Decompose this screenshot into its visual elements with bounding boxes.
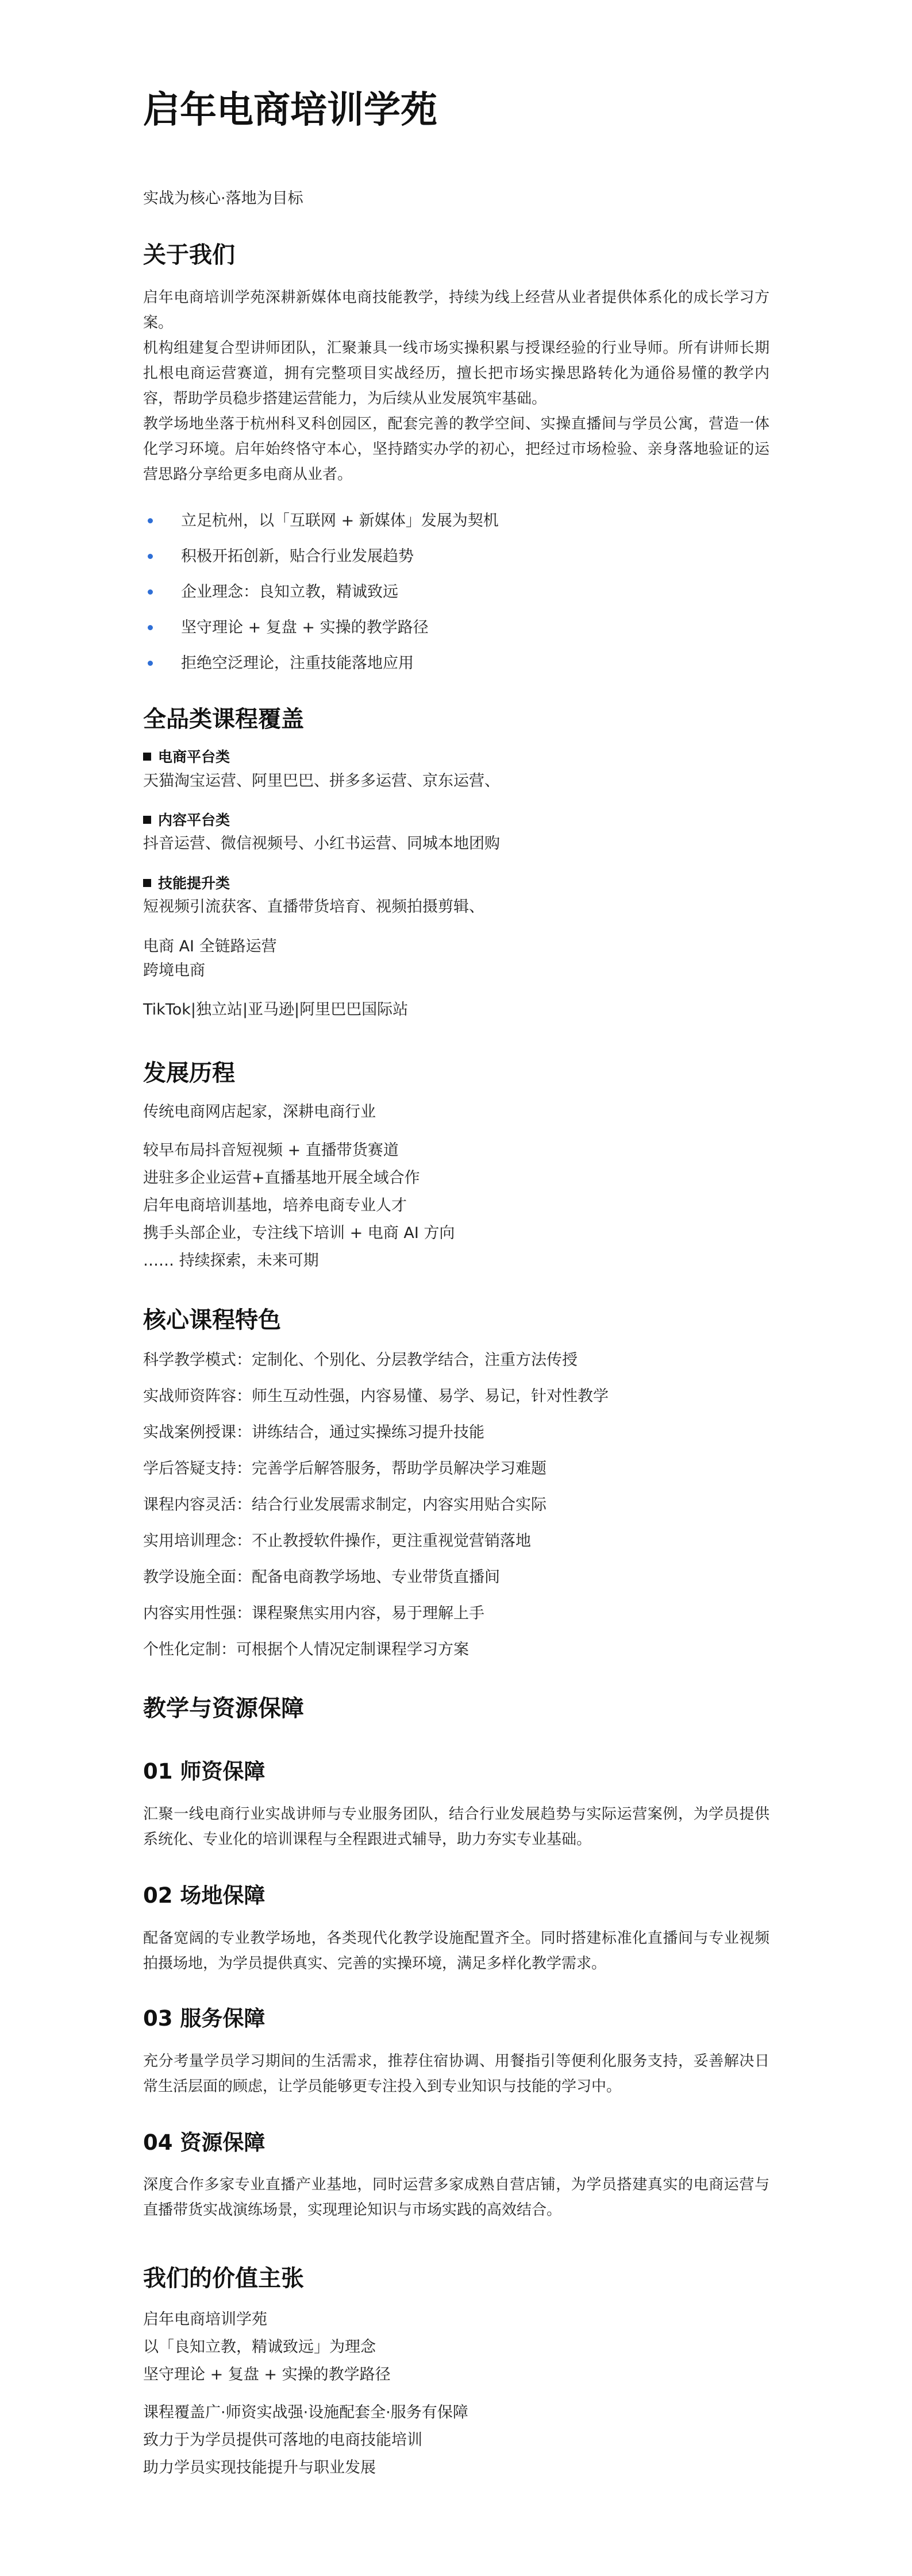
course-extra-2: 跨境电商 <box>143 962 205 980</box>
course-category-ecommerce: 电商平台类 <box>143 746 230 769</box>
history-line-6: …… 持续探索，未来可期 <box>143 1252 319 1270</box>
value-line-5: 致力于为学员提供可落地的电商技能培训 <box>143 2431 422 2449</box>
history-line-5: 携手头部企业，专注线下培训 + 电商 AI 方向 <box>143 1224 455 1242</box>
value-line-2: 以「良知立教，精诚致远」为理念 <box>143 2338 376 2356</box>
bullet-dot-icon <box>148 518 153 523</box>
guarantee-section-1-title: 01 师资保障 <box>143 1759 265 1784</box>
feature-line-9: 个性化定制：可根据个人情况定制课程学习方案 <box>143 1641 469 1659</box>
history-heading: 发展历程 <box>143 1060 235 1086</box>
bullet-dot-icon <box>148 661 153 666</box>
course-category-skills-items: 短视频引流获客、直播带货培育、视频拍摄剪辑、 <box>143 898 484 916</box>
bullet-dot-icon <box>148 589 153 595</box>
course-category-content: 内容平台类 <box>143 809 230 832</box>
bullet-dot-icon <box>148 625 153 630</box>
page-subtitle: 实战为核心·落地为目标 <box>143 190 303 207</box>
guarantee-section-2-title: 02 场地保障 <box>143 1883 265 1908</box>
course-category-content-items: 抖音运营、微信视频号、小红书运营、同城本地团购 <box>143 835 500 853</box>
feature-line-8: 内容实用性强：课程聚焦实用内容，易于理解上手 <box>143 1605 484 1622</box>
value-line-4: 课程覆盖广·师资实战强·设施配套全·服务有保障 <box>143 2404 468 2421</box>
guarantee-heading: 教学与资源保障 <box>143 1695 304 1722</box>
course-extra-3: TikTok|独立站|亚马逊|阿里巴巴国际站 <box>143 1001 409 1019</box>
about-heading: 关于我们 <box>143 242 235 268</box>
course-extra-1: 电商 AI 全链路运营 <box>143 938 277 955</box>
feature-line-4: 学后答疑支持：完善学后解答服务，帮助学员解决学习难题 <box>143 1460 547 1478</box>
guarantee-section-2-text: 配备宽阔的专业教学场地，各类现代化教学设施配置齐全。同时搭建标准化直播间与专业视频拍摄场地，为学员提供真实、完善的实操环境，满足多样化教学需求。 <box>143 1930 769 1972</box>
page-title: 启年电商培训学苑 <box>143 89 437 132</box>
value-heading: 我们的价值主张 <box>143 2265 304 2292</box>
features-heading: 核心课程特色 <box>143 1307 281 1333</box>
value-line-6: 助力学员实现技能提升与职业发展 <box>143 2459 376 2477</box>
value-line-1: 启年电商培训学苑 <box>143 2311 267 2328</box>
page: 启年电商培训学苑 实战为核心·落地为目标 关于我们 启年电商培训学苑深耕新媒体电商技能教学，持续为线上经营从业者提供体系化的成长学习方案。 机构组建复合型讲师团队，汇聚兼具一线市场实操积累与授课经验的行业导师。所有讲师长期扎根电商运营赛道，拥有完整项目实战经历，擅长把市场实操思路转化为通俗易懂的教学内容，帮助学员稳步搭建运营能力，为后续从业发展筑牢基础。 教学场地坐落于杭州科叉科创园区，配套完善的教学空间、实操直播间与学员公寓，营造一体化学习环境。启年始终恪守本心，坚持踏实办学的初心，把经过市场检验、亲身落地验证的运营思路分享给更多电商从业者。 立足杭州，以「互联网 + 新媒体」发展为契机 积极开拓创新，贴合行业发展趋势 企业理念：良知立教，精诚致远 坚守理论 + 复盘 + 实操的教学路径 拒绝空泛理论，注重技能落地应用 全品类课程覆盖 电商平台类 天猫淘宝运营、阿里巴巴、拼多多运营、京东运营、 内容平台类 抖音运营、微信视频号、小红书运营、同城本地团购 技能提升类 短视频引流获客、直播带货培育、视频拍摄剪辑、 电商 AI 全链路运营 跨境电商 TikTok|独立站|亚马逊|阿里巴巴国际站 发展历程 传统电商网店起家，深耕电商行业 较早布局抖音短视频 + 直播带货赛道 进驻多企业运营+直播基地开展全域合作 启年电商培训基地，培养电商专业人才 携手头部企业，专注线下培训 + 电商 AI 方向 …… 持续探索，未来可期 核心课程特色 科学教学模式：定制化、个别化、分层教学结合，注重方法传授 实战师资阵容：师生互动性强，内容易懂、易学、易记，针对性教学 实战案例授课：讲练结合，通过实操练习提升技能 学后答疑支持：完善学后解答服务，帮助学员解决学习难题 课程内容灵活：结合行业发展需求制定，内容实用贴合实际 实用培训理念：不止教授软件操作，更注重视觉营销落地 教学设施全面：配备电商教学场地、专业带货直播间 内容实用性强：课程聚焦实用内容，易于理解上手 个性化定制：可根据个人情况定制课程学习方案 教学与资源保障 01 师资保障 汇聚一线电商行业实战讲师与专业服务团队，结合行业发展趋势与实际运营案例，为学员提供系统化、专业化的培训课程与全程跟进式辅导，助力夯实专业基础。 02 场地保障 配备宽阔的专业教学场地，各类现代化教学设施配置齐全。同时搭建标准化直播间与专业视频拍摄场地，为学员提供真实、完善的实操环境，满足多样化教学需求。 03 服务保障 充分考量学员学习期间的生活需求，推荐住宿协调、用餐指引等便利化服务支持，妥善解决日常生活层面的顾虑，让学员能够更专注投入到专业知识与技能的学习中。 04 资源保障 深度合作多家专业直播产业基地，同时运营多家成熟自营店铺，为学员搭建真实的电商运营与直播带货实战演练场景，实现理论知识与市场实践的高效结合。 我们的价值主张 启年电商培训学苑 以「良知立教，精诚致远」为理念 坚守理论 + 复盘 + 实操的教学路径 课程覆盖广·师资实战强·设施配套全·服务有保障 致力于为学员提供可落地的电商技能培训 助力学员实现技能提升与职业发展 <box>0 0 912 2576</box>
square-bullet-icon <box>143 879 151 887</box>
feature-line-2: 实战师资阵容：师生互动性强，内容易懂、易学、易记，针对性教学 <box>143 1387 609 1405</box>
square-bullet-icon <box>143 753 151 761</box>
value-line-3: 坚守理论 + 复盘 + 实操的教学路径 <box>143 2366 391 2384</box>
history-line-4: 启年电商培训基地，培养电商专业人才 <box>143 1197 407 1214</box>
history-line-3: 进驻多企业运营+直播基地开展全域合作 <box>143 1169 420 1187</box>
course-category-skills: 技能提升类 <box>143 872 230 895</box>
history-line-2: 较早布局抖音短视频 + 直播带货赛道 <box>143 1142 399 1159</box>
guarantee-section-4-title: 04 资源保障 <box>143 2130 265 2155</box>
feature-line-7: 教学设施全面：配备电商教学场地、专业带货直播间 <box>143 1568 500 1586</box>
about-paragraph-3: 教学场地坐落于杭州科叉科创园区，配套完善的教学空间、实操直播间与学员公寓，营造一体化学习环境。启年始终恪守本心，坚持踏实办学的初心，把经过市场检验、亲身落地验证的运营思路分享给更多电商从业者。 <box>143 415 769 483</box>
guarantee-section-4-text: 深度合作多家专业直播产业基地，同时运营多家成熟自营店铺，为学员搭建真实的电商运营与直播带货实战演练场景，实现理论知识与市场实践的高效结合。 <box>143 2176 769 2219</box>
feature-line-1: 科学教学模式：定制化、个别化、分层教学结合，注重方法传授 <box>143 1351 578 1369</box>
guarantee-section-3-title: 03 服务保障 <box>143 2006 265 2031</box>
feature-line-3: 实战案例授课：讲练结合，通过实操练习提升技能 <box>143 1424 484 1441</box>
guarantee-section-3-text: 充分考量学员学习期间的生活需求，推荐住宿协调、用餐指引等便利化服务支持，妥善解决日常生活层面的顾虑，让学员能够更专注投入到专业知识与技能的学习中。 <box>143 2053 769 2095</box>
square-bullet-icon <box>143 816 151 824</box>
about-paragraph-2: 机构组建复合型讲师团队，汇聚兼具一线市场实操积累与授课经验的行业导师。所有讲师长期扎根电商运营赛道，拥有完整项目实战经历，擅长把市场实操思路转化为通俗易懂的教学内容，帮助学员稳步搭建运营能力，为后续从业发展筑牢基础。 <box>143 340 769 407</box>
courses-heading: 全品类课程覆盖 <box>143 706 304 732</box>
history-line-1: 传统电商网店起家，深耕电商行业 <box>143 1103 376 1121</box>
feature-line-5: 课程内容灵活：结合行业发展需求制定，内容实用贴合实际 <box>143 1496 547 1514</box>
feature-line-6: 实用培训理念：不止教授软件操作，更注重视觉营销落地 <box>143 1532 531 1550</box>
bullet-dot-icon <box>148 554 153 559</box>
course-category-ecommerce-items: 天猫淘宝运营、阿里巴巴、拼多多运营、京东运营、 <box>143 772 500 790</box>
guarantee-section-1-text: 汇聚一线电商行业实战讲师与专业服务团队，结合行业发展趋势与实际运营案例，为学员提供系统化、专业化的培训课程与全程跟进式辅导，助力夯实专业基础。 <box>143 1806 769 1848</box>
about-paragraph-1: 启年电商培训学苑深耕新媒体电商技能教学，持续为线上经营从业者提供体系化的成长学习方案。 <box>143 289 769 331</box>
